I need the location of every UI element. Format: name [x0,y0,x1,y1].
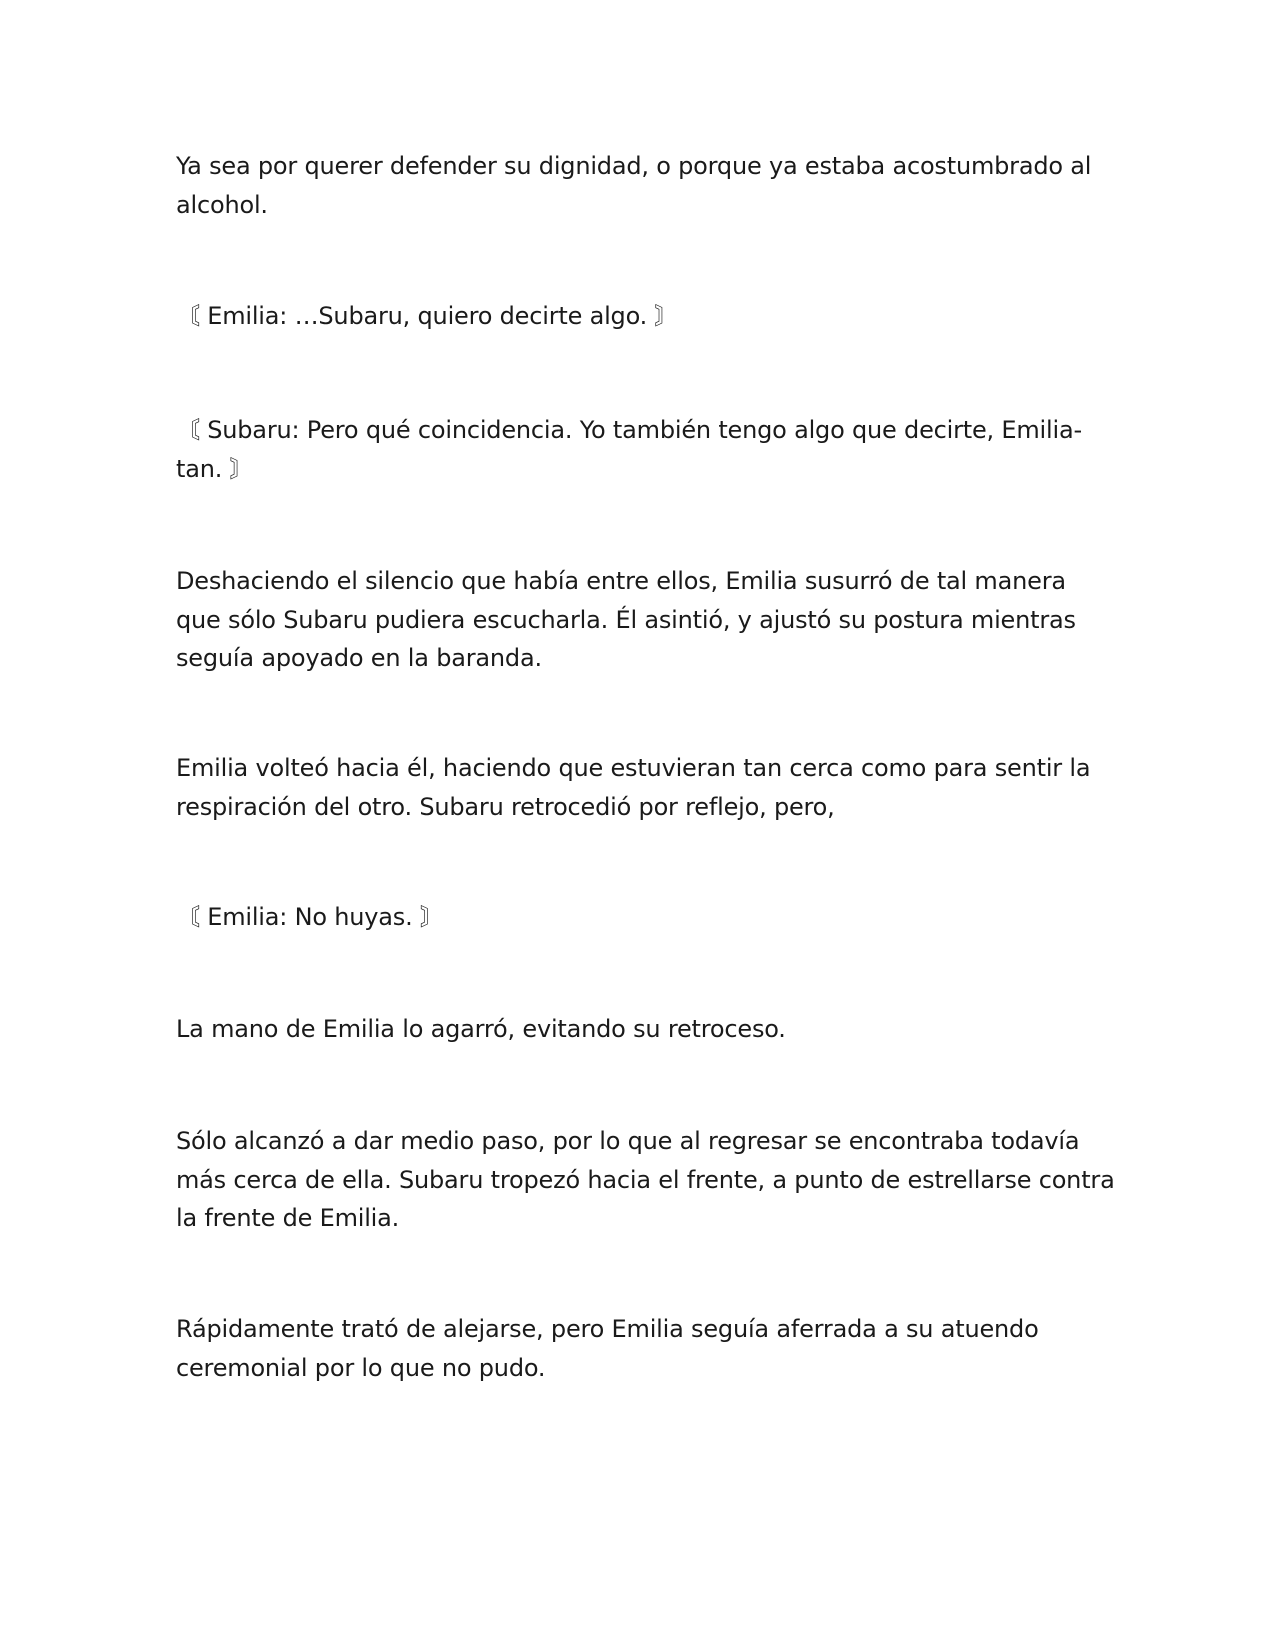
dialogue-line-subaru: 〘 Subaru: Pero qué coincidencia. Yo también tengo algo que decirte, Emilia-tan. 〙 [176,416,1082,483]
narration-paragraph: Rápidamente trató de alejarse, pero Emilia seguía aferrada a su atuendo ceremonial por lo que no pudo. [176,1315,1039,1382]
narration-paragraph: Sólo alcanzó a dar medio paso, por lo que al regresar se encontraba todavía más cerca de ella. Subaru tropezó hacia el frente, a punto de estrellarse contra la frente de Emilia. [176,1127,1115,1232]
narration-paragraph: Ya sea por querer defender su dignidad, o porque ya estaba acostumbrado al alcohol. [176,152,1092,219]
narration-paragraph: Deshaciendo el silencio que había entre ellos, Emilia susurró de tal manera que sólo Subaru pudiera escucharla. Él asintió, y ajustó su postura mientras seguía apoyado en la baranda. [176,567,1076,672]
narration-paragraph: La mano de Emilia lo agarró, evitando su retroceso. [176,1015,786,1043]
narration-paragraph: Emilia volteó hacia él, haciendo que estuvieran tan cerca como para sentir la respiración del otro. Subaru retrocedió por reflejo, pero, [176,754,1091,821]
dialogue-line-emilia: 〘 Emilia: …Subaru, quiero decirte algo. 〙 [176,302,679,330]
dialogue-line-emilia: 〘 Emilia: No huyas. 〙 [176,903,444,931]
